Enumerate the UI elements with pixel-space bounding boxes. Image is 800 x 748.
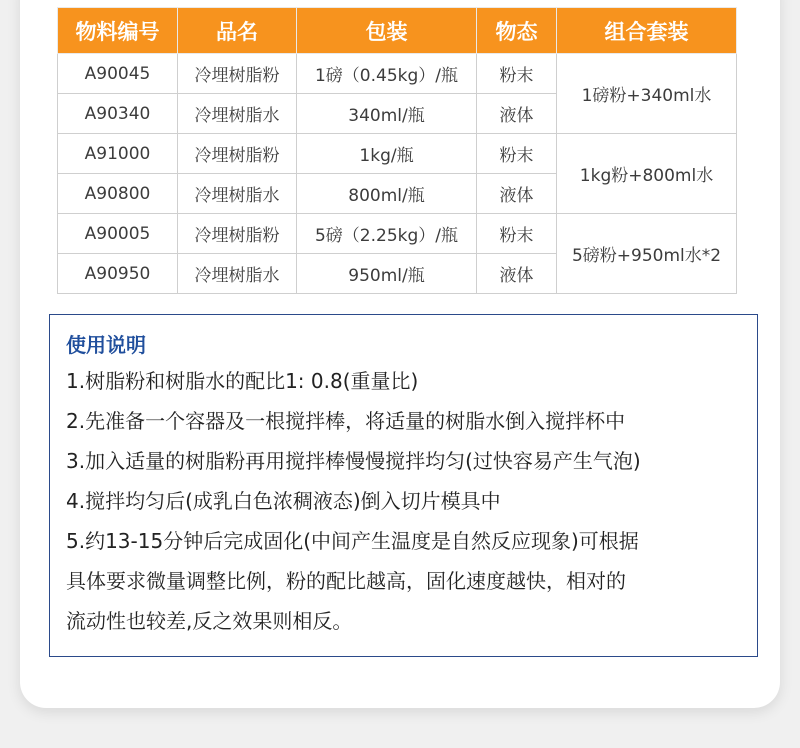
instructions-box (49, 314, 758, 657)
cell-name: 冷埋树脂粉 (178, 214, 297, 254)
cell-state: 液体 (477, 94, 557, 134)
cell-state: 粉末 (477, 214, 557, 254)
cell-state: 液体 (477, 254, 557, 294)
cell-pack: 1kg/瓶 (297, 134, 477, 174)
cell-name: 冷埋树脂水 (178, 174, 297, 214)
cell-name: 冷埋树脂粉 (178, 134, 297, 174)
instruction-line: 2.先准备一个容器及一根搅拌棒，将适量的树脂水倒入搅拌杯中 (66, 409, 626, 433)
cell-combo: 5磅粉+950ml水*2 (557, 214, 737, 294)
instructions-title: 使用说明 (66, 333, 146, 357)
cell-state: 粉末 (477, 134, 557, 174)
table-row (58, 134, 737, 174)
cell-code: A90800 (58, 174, 178, 214)
header-combo: 组合套装 (557, 8, 737, 54)
cell-code: A90045 (58, 54, 178, 94)
cell-combo: 1kg粉+800ml水 (557, 134, 737, 214)
cell-state: 粉末 (477, 54, 557, 94)
cell-combo: 1磅粉+340ml水 (557, 54, 737, 134)
table-header-row (58, 8, 737, 54)
cell-pack: 1磅（0.45kg）/瓶 (297, 54, 477, 94)
instruction-line: 5.约13-15分钟后完成固化(中间产生温度是自然反应现象)可根据 (66, 529, 639, 553)
cell-code: A90005 (58, 214, 178, 254)
cell-name: 冷埋树脂水 (178, 254, 297, 294)
cell-pack: 800ml/瓶 (297, 174, 477, 214)
product-table (57, 7, 737, 294)
cell-code: A91000 (58, 134, 178, 174)
instruction-line: 3.加入适量的树脂粉再用搅拌棒慢慢搅拌均匀(过快容易产生气泡) (66, 449, 641, 473)
instruction-line: 4.搅拌均匀后(成乳白色浓稠液态)倒入切片模具中 (66, 489, 501, 513)
table-row (58, 54, 737, 94)
instruction-line: 1.树脂粉和树脂水的配比1: 0.8(重量比) (66, 369, 419, 393)
cell-pack: 950ml/瓶 (297, 254, 477, 294)
table-row (58, 214, 737, 254)
cell-pack: 340ml/瓶 (297, 94, 477, 134)
header-name: 品名 (178, 8, 297, 54)
instruction-line: 流动性也较差,反之效果则相反。 (66, 609, 353, 633)
cell-name: 冷埋树脂粉 (178, 54, 297, 94)
cell-code: A90340 (58, 94, 178, 134)
instruction-line: 具体要求微量调整比例，粉的配比越高，固化速度越快，相对的 (66, 569, 626, 593)
header-state: 物态 (477, 8, 557, 54)
header-pack: 包装 (297, 8, 477, 54)
cell-name: 冷埋树脂水 (178, 94, 297, 134)
cell-pack: 5磅（2.25kg）/瓶 (297, 214, 477, 254)
cell-state: 液体 (477, 174, 557, 214)
header-code: 物料编号 (58, 8, 178, 54)
cell-code: A90950 (58, 254, 178, 294)
